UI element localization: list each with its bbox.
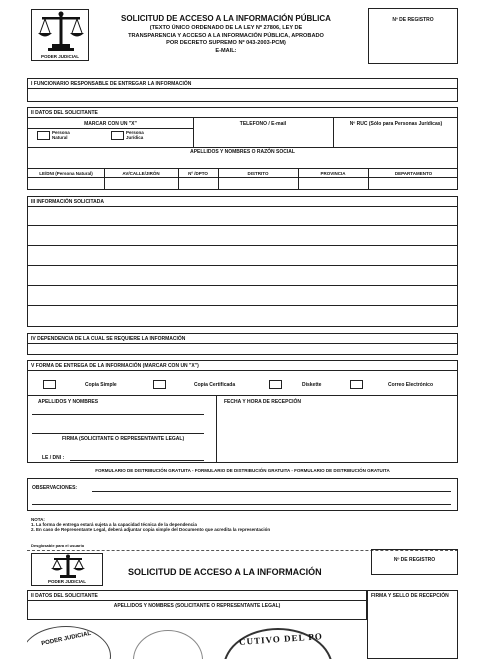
section-title: V FORMA DE ENTREGA DE LA INFORMACIÓN (MARCAR CON UN "X") (31, 362, 199, 369)
persona-natural-checkbox[interactable] (37, 131, 50, 140)
firma-label: FIRMA (SOLICITANTE O REPRESENTANTE LEGAL) (62, 436, 185, 442)
divider (28, 128, 193, 129)
subtitle-line: TRANSPARENCIA Y ACCESO A LA INFORMACIÓN PÚBLICA, APROBADO (128, 32, 324, 39)
persona-natural-line: Persona (52, 130, 70, 135)
section-title: II DATOS DEL SOLICITANTE (31, 109, 98, 116)
section-funcionario (27, 78, 458, 102)
nota-title: NOTA: (31, 517, 45, 522)
telefono-label: TELEFONO / E-mail (239, 121, 287, 127)
subtitle-line: (TEXTO ÚNICO ORDENADO DE LA LEY Nº 27806, LEY DE (149, 25, 303, 31)
registro-label: Nº DE REGISTRO (392, 17, 434, 23)
dependencia-field[interactable] (28, 344, 457, 354)
persona-juridica-line: Jurídica (126, 135, 144, 140)
section-title: I FUNCIONARIO RESPONSABLE DE ENTREGAR LA INFORMACIÓN (31, 80, 192, 87)
divider (28, 177, 457, 178)
section-informacion-solicitada (27, 196, 458, 327)
section-title: IV DEPENDENCIA DE LA CUAL SE REQUIERE LA INFORMACIÓN (31, 335, 186, 342)
nota-item: 1. La forma de entrega estará sujeta a la capacidad técnica de la dependencia (31, 522, 197, 527)
marcar-label: MARCAR CON UN "X" (84, 121, 137, 127)
observaciones-box (27, 478, 458, 511)
divider (28, 395, 457, 396)
stub-apellidos-label: APELLIDOS Y NOMBRES (SOLICITANTE O REPRESENTANTE LEGAL) (113, 603, 281, 609)
apellidos-nombres-label: APELLIDOS Y NOMBRES (38, 399, 99, 405)
form-title: SOLICITUD DE ACCESO A LA INFORMACIÓN PÚBLICA (121, 14, 331, 23)
stub-firma-sello-label: FIRMA Y SELLO DE RECEPCIÓN (371, 593, 449, 599)
col-calle: AV/CALLE/JIRÓN (122, 171, 160, 176)
divider (28, 168, 457, 169)
stub-poder-judicial-logo (31, 553, 103, 586)
stamp-ring (133, 630, 203, 659)
section-forma-entrega (27, 360, 458, 463)
stub-registro-label: Nº DE REGISTRO (393, 557, 436, 563)
seal-text: CUTIVO DEL PO (238, 631, 324, 647)
persona-juridica-line: Persona (126, 130, 144, 135)
section-title: II DATOS DEL SOLICITANTE (31, 593, 98, 599)
stub-registro-box[interactable] (371, 549, 458, 575)
copia-simple-checkbox[interactable] (43, 380, 56, 389)
firma-line[interactable] (32, 433, 204, 434)
stub-firma-sello-box[interactable] (367, 590, 458, 659)
apellidos-nombres-line[interactable] (32, 414, 204, 415)
observaciones-label: OBSERVACIONES: (32, 485, 78, 491)
stub-apellidos-field[interactable] (28, 610, 366, 619)
divider (28, 370, 457, 371)
stub-datos-solicitante (27, 590, 367, 620)
ruc-label: Nº RUC (Sólo para Personas Jurídicas) (349, 121, 443, 127)
desglosable-label: Desglosable para el usuario (31, 543, 85, 548)
subtitle-line: POR DECRETO SUPREMO Nº 043-2003-PCM) (166, 40, 286, 46)
observaciones-line[interactable] (32, 504, 451, 505)
stub-stamp-area (27, 620, 367, 659)
poder-judicial-logo (31, 9, 89, 61)
stamp-text: PODER JUDICIAL (40, 630, 92, 648)
col-dpto: Nº /DPTO (188, 171, 208, 176)
observaciones-line[interactable] (92, 491, 451, 492)
divider (28, 147, 457, 148)
col-le-dni: LE/DNI (Persona Natural) (39, 171, 93, 176)
fecha-recepcion-field[interactable] (217, 407, 457, 462)
distribucion-gratuita: FORMULARIO DE DISTRIBUCIÓN GRATUITA - FORMULARIO DE DISTRIBUCIÓN GRATUITA - FORMULARIO DE DISTRIBUCIÓN GRATUITA (95, 468, 390, 473)
diskette-label: Diskette (302, 382, 322, 388)
le-dni-label: LE / DNI : (42, 455, 65, 461)
telefono-field[interactable] (194, 128, 332, 146)
scales-of-justice-icon (32, 10, 90, 54)
diskette-checkbox[interactable] (269, 380, 282, 389)
form-subtitle (100, 25, 352, 55)
section-dependencia (27, 333, 458, 355)
copia-simple-label: Copia Simple (85, 382, 117, 388)
funcionario-field[interactable] (28, 89, 457, 101)
nota-block (31, 517, 270, 532)
logo-label: PODER JUDICIAL (47, 579, 86, 584)
poder-judicial-stamp (27, 626, 111, 659)
email-label: E-MAIL: (215, 47, 237, 54)
apellidos-razon-label: APELLIDOS Y NOMBRES O RAZÓN SOCIAL (190, 149, 295, 155)
col-departamento: DEPARTAMENTO (394, 171, 433, 176)
stub-title: SOLICITUD DE ACCESO A LA INFORMACIÓN (128, 567, 322, 577)
persona-natural-label (52, 130, 70, 140)
logo-label: PODER JUDICIAL (40, 54, 79, 59)
section-title: III INFORMACIÓN SOLICITADA (31, 199, 104, 205)
copia-certificada-checkbox[interactable] (153, 380, 166, 389)
scales-of-justice-icon (32, 554, 104, 580)
persona-natural-line: Natural (52, 135, 68, 140)
correo-electronico-checkbox[interactable] (350, 380, 363, 389)
persona-juridica-label (126, 130, 144, 140)
apellidos-razon-field[interactable] (28, 156, 457, 168)
divider (28, 600, 366, 601)
col-distrito: DISTRITO (247, 171, 269, 176)
persona-juridica-checkbox[interactable] (111, 131, 124, 140)
registro-box[interactable] (368, 8, 458, 64)
section-datos-solicitante (27, 107, 458, 190)
correo-electronico-label: Correo Electrónico (388, 382, 434, 388)
fecha-recepcion-label: FECHA Y HORA DE RECEPCIÓN (224, 399, 301, 405)
ruc-field[interactable] (334, 128, 458, 146)
le-dni-line[interactable] (70, 460, 204, 461)
informacion-field[interactable] (28, 207, 457, 326)
divider (28, 117, 457, 118)
col-provincia: PROVINCIA (320, 171, 346, 176)
nota-item: 2. En caso de Representante Legal, deberá adjuntar copia simple del Documento que acredita la representación (31, 527, 271, 532)
copia-certificada-label: Copia Certificada (194, 382, 236, 388)
